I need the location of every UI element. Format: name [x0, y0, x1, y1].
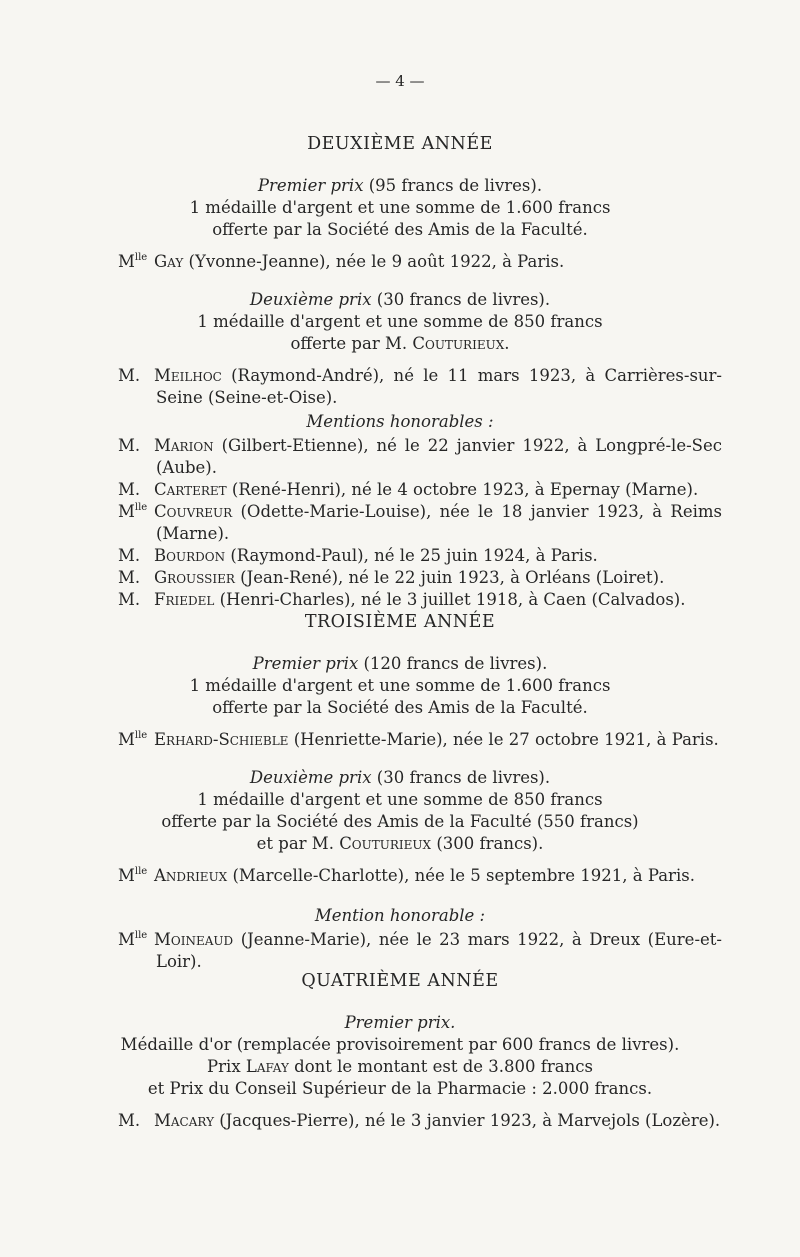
mention-entry: $M^{lle}$ Couvreur (Odette-Marie-Louise), née le 18 janvier 1923, à Reims (Marne). [118, 502, 722, 543]
prize-title: Premier prix (95 francs de livres). [257, 176, 543, 195]
mentions-label: Mentions honorables : [306, 412, 494, 431]
section-heading: TROISIÈME ANNÉE [304, 612, 496, 632]
prize-line: 1 médaille d'argent et une somme de 850 francs [197, 312, 603, 331]
winner-entry: $M^{lle}$ Andrieux (Marcelle-Charlotte), née le 5 septembre 1921, à Paris. [118, 866, 695, 885]
prize-line: Médaille d'or (remplacée provisoirement par 600 francs de livres). [120, 1035, 680, 1054]
winner-entry: M. Macary (Jacques-Pierre), né le 3 janvier 1923, à Marvejols (Lozère). [118, 1111, 721, 1130]
prize-line: Prix Lafay dont le montant est de 3.800 francs [207, 1057, 593, 1076]
winner-entry: $M^{lle}$ Gay (Yvonne-Jeanne), née le 9 août 1922, à Paris. [118, 252, 565, 271]
prize-line: 1 médaille d'argent et une somme de 1.600 francs [189, 676, 611, 695]
mention-entry: M. Carteret (René-Henri), né le 4 octobre 1923, à Epernay (Marne). [118, 480, 699, 499]
winner-entry: M. Meilhoc (Raymond-André), né le 11 mars 1923, à Carrières-sur-Seine (Seine-et-Oise). [118, 366, 722, 407]
section-quatrieme-annee [0, 970, 800, 1132]
mention-entry: M. Friedel (Henri-Charles), né le 3 juillet 1918, à Caen (Calvados). [118, 590, 686, 609]
prize-line: 1 médaille d'argent et une somme de 1.600 francs [189, 198, 611, 217]
mention-entry: $M^{lle}$ Moineaud (Jeanne-Marie), née le 23 mars 1922, à Dreux (Eure-et-Loir). [118, 930, 722, 971]
section-deuxieme-annee [0, 133, 800, 611]
prize-title: Premier prix. [344, 1013, 456, 1032]
section-heading: QUATRIÈME ANNÉE [301, 971, 499, 991]
prize-line: offerte par la Société des Amis de la Faculté. [212, 698, 588, 717]
page-number: — 4 — [375, 72, 425, 90]
prize-line: offerte par M. Couturieux. [290, 334, 510, 353]
section-heading: DEUXIÈME ANNÉE [307, 134, 493, 154]
mention-label: Mention honorable : [314, 906, 486, 925]
prize-line: et par M. Couturieux (300 francs). [256, 834, 544, 853]
section-troisieme-annee [0, 611, 800, 973]
prize-title: Premier prix (120 francs de livres). [252, 654, 548, 673]
prize-title: Deuxième prix (30 francs de livres). [249, 768, 551, 787]
winner-entry: $M^{lle}$ Erhard-Schieble (Henriette-Marie), née le 27 octobre 1921, à Paris. [118, 730, 719, 749]
prize-line: offerte par la Société des Amis de la Faculté (550 francs) [161, 812, 639, 831]
prize-line: 1 médaille d'argent et une somme de 850 francs [197, 790, 603, 809]
prize-line: offerte par la Société des Amis de la Faculté. [212, 220, 588, 239]
mention-entry: M. Marion (Gilbert-Etienne), né le 22 janvier 1922, à Longpré-le-Sec (Aube). [118, 436, 722, 477]
prize-title: Deuxième prix (30 francs de livres). [249, 290, 551, 309]
mention-entry: M. Groussier (Jean-René), né le 22 juin 1923, à Orléans (Loiret). [118, 568, 665, 587]
mention-entry: M. Bourdon (Raymond-Paul), né le 25 juin 1924, à Paris. [118, 546, 598, 565]
prize-line: et Prix du Conseil Supérieur de la Pharmacie : 2.000 francs. [147, 1079, 653, 1098]
